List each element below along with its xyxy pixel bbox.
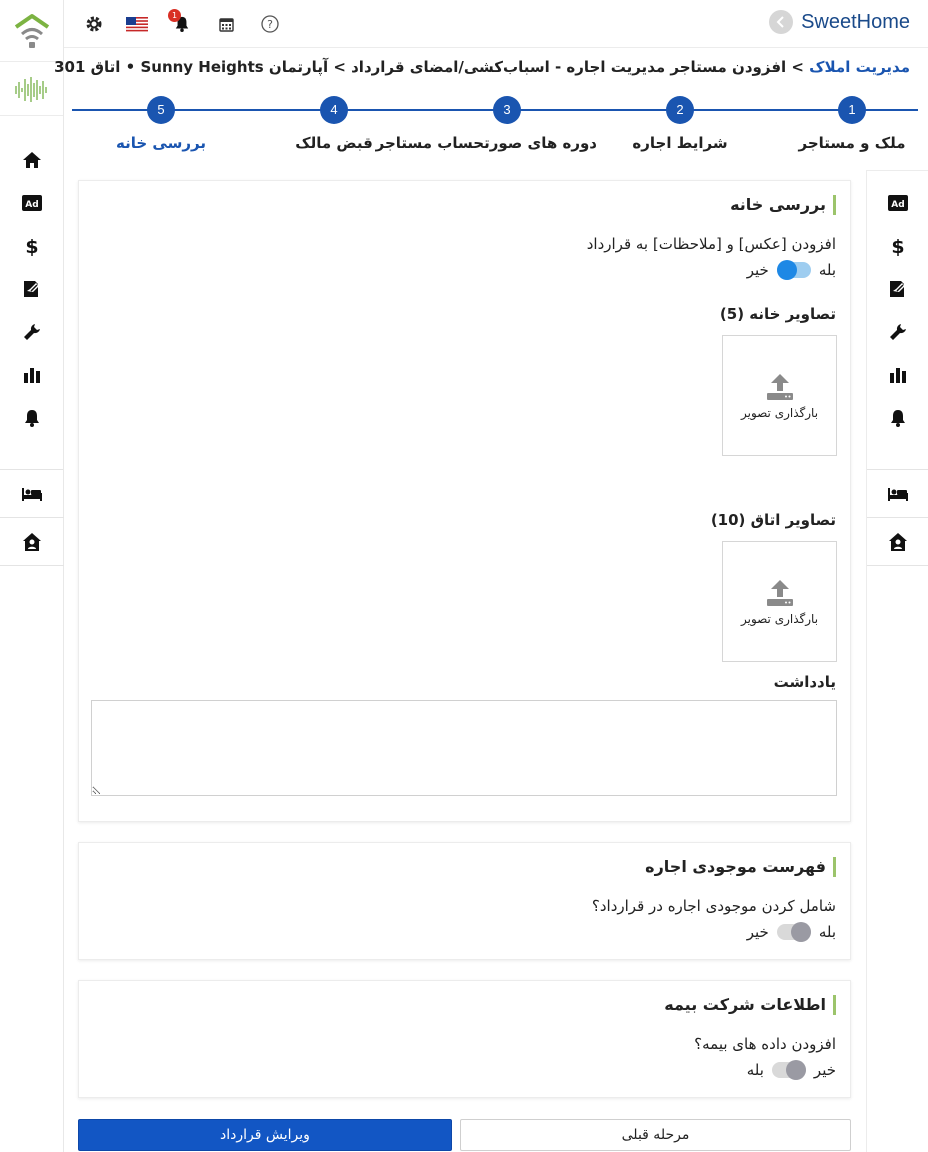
breadcrumb-root-link[interactable]: مدیریت املاک [809,58,910,76]
upload-label: بارگذاری تصویر [740,611,819,626]
card-title: فهرست موجودی اجاره [645,857,836,877]
toggle-no-label: خیر [813,1061,836,1079]
svg-text:Ad: Ad [25,199,39,210]
home-wifi-logo-icon [12,11,52,51]
step-lease-terms[interactable] [590,96,770,152]
add-photos-toggle-row [747,261,836,279]
toggle-no-label: خیر [746,923,769,941]
step-number: 3 [493,96,521,124]
bell-icon[interactable] [867,396,928,439]
wrench-icon[interactable] [867,310,928,353]
step-owner-bill[interactable] [244,96,424,152]
step-label: شرایط اجاره [632,134,728,152]
step-label: دوره های صورتحساب مستاجر [375,134,597,152]
breadcrumb [54,58,910,76]
svg-text:?: ? [267,18,273,31]
room-photos-label: تصاویر اتاق (10) [710,511,836,529]
step-number: 1 [838,96,866,124]
step-number: 5 [147,96,175,124]
toggle-yes-label: بله [746,1061,764,1079]
add-insurance-question: افزودن داده های بیمه؟ [694,1035,836,1053]
brand [769,10,910,34]
bell-icon[interactable] [0,396,64,439]
bar-chart-icon[interactable] [867,353,928,396]
step-number: 2 [666,96,694,124]
toggle-yes-label: بله [818,923,836,941]
house-photos-label: تصاویر خانه (5) [719,305,836,323]
previous-step-button[interactable]: مرحله قبلی [460,1119,851,1151]
toggle-no-label: خیر [746,261,769,279]
include-inventory-toggle[interactable] [777,924,811,940]
dollar-icon[interactable] [0,224,64,267]
brand-name: SweetHome [801,10,910,33]
step-number: 4 [320,96,348,124]
rental-inventory-card [78,842,851,960]
edit-contract-button[interactable]: ویرایش قرارداد [78,1119,452,1151]
svg-text:$: $ [891,235,905,256]
upload-icon [765,578,795,608]
toggle-knob [791,922,811,942]
back-chevron-icon[interactable] [769,10,793,34]
home-icon[interactable] [0,138,64,181]
toggle-knob [777,260,797,280]
breadcrumb-property: آپارتمان Sunny Heights • اتاق 301 [54,58,329,76]
us-flag-icon[interactable] [124,12,150,36]
upload-label: بارگذاری تصویر [740,405,819,420]
left-sidebar [0,0,64,1152]
ad-icon[interactable] [0,181,64,224]
room-photo-upload-button[interactable] [722,541,837,662]
dollar-icon[interactable] [867,224,928,267]
card-title: بررسی خانه [730,195,836,215]
bed-icon[interactable] [0,470,64,518]
breadcrumb-separator: > [786,58,810,76]
wrench-icon[interactable] [0,310,64,353]
home-inspection-card [78,180,851,822]
notification-bell-icon[interactable] [170,12,194,36]
house-photo-upload-button[interactable] [722,335,837,456]
wizard-stepper [72,96,918,156]
top-bar [64,0,928,48]
bed-icon[interactable] [867,470,928,518]
notification-badge: 1 [168,9,181,22]
notes-label: یادداشت [773,673,836,691]
breadcrumb-separator: > [328,58,352,76]
step-billing-periods[interactable] [375,96,597,152]
include-inventory-question: شامل کردن موجودی اجاره در قرارداد؟ [591,897,836,915]
svg-text:$: $ [25,235,39,256]
add-insurance-toggle-row [747,1061,836,1079]
contract-sign-icon[interactable] [0,267,64,310]
svg-text:Ad: Ad [891,199,905,210]
add-photos-toggle[interactable] [777,262,811,278]
house-user-icon[interactable] [867,518,928,566]
add-photos-question: افزودن [عکس] و [ملاحظات] به قرارداد [586,235,836,253]
notes-textarea[interactable] [91,700,837,796]
step-label: بررسی خانه [116,134,206,152]
insurance-card [78,980,851,1098]
toggle-yes-label: بله [818,261,836,279]
toggle-knob [786,1060,806,1080]
app-logo[interactable] [0,0,63,62]
add-insurance-toggle[interactable] [772,1062,806,1078]
breadcrumb-section: افزودن مستاجر مدیریت اجاره - اسباب‌کشی/امضای قرارداد [351,58,787,76]
step-property-tenant[interactable] [762,96,928,152]
gear-icon[interactable] [82,12,106,36]
ad-icon[interactable] [867,181,928,224]
step-label: ملک و مستاجر [798,134,906,152]
include-inventory-toggle-row [747,923,836,941]
card-title: اطلاعات شرکت بیمه [664,995,836,1015]
bar-chart-icon[interactable] [0,353,64,396]
right-sidebar [866,170,928,1152]
help-icon[interactable] [258,12,282,36]
upload-icon [765,372,795,402]
calendar-icon[interactable] [214,12,238,36]
house-user-icon[interactable] [0,518,64,566]
step-label: قبض مالک [295,134,373,152]
step-home-inspection[interactable] [71,96,251,152]
contract-sign-icon[interactable] [867,267,928,310]
